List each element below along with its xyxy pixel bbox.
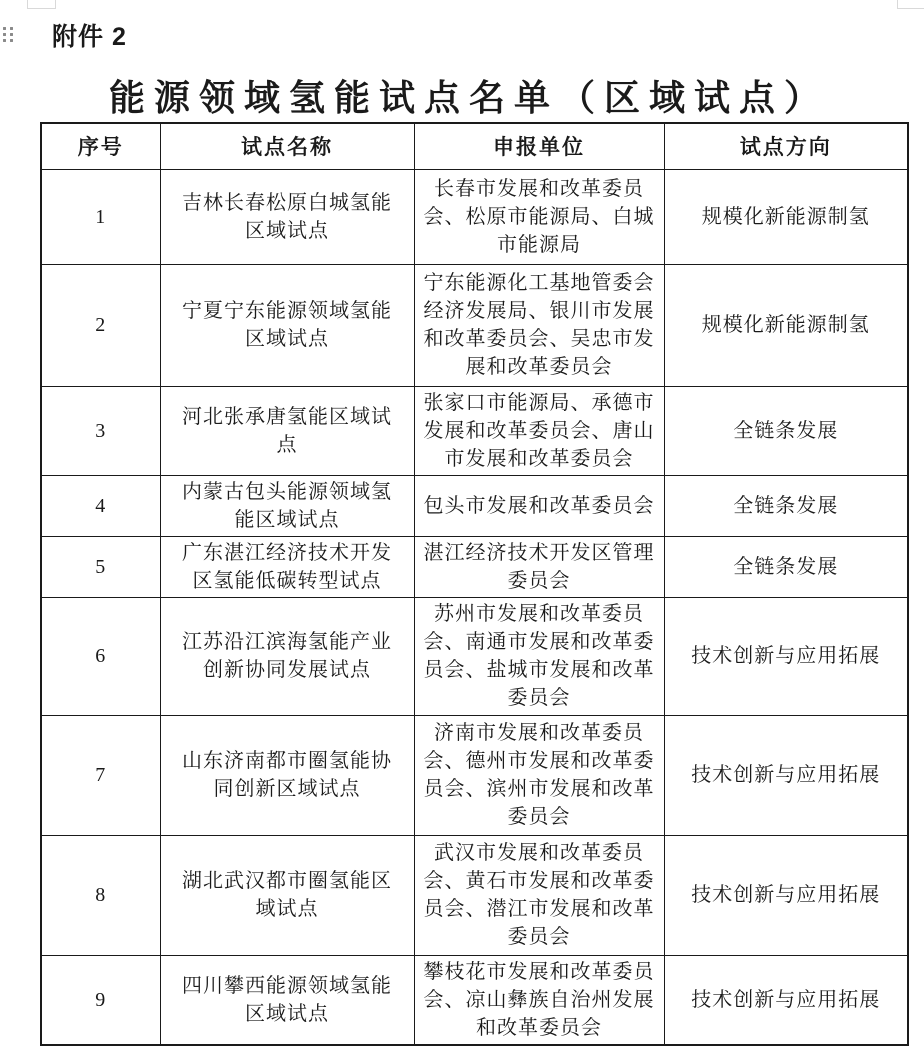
table-row [41,536,908,597]
pilot-list-table [40,122,909,1046]
cell-applicant-unit: 苏州市发展和改革委员会、南通市发展和改革委员会、盐城市发展和改革委员会 [414,597,664,715]
table-body [41,169,908,1045]
table-row [41,835,908,955]
table-row [41,386,908,475]
cell-serial-number: 7 [41,715,160,835]
cell-applicant-unit: 张家口市能源局、承德市发展和改革委员会、唐山市发展和改革委员会 [414,386,664,475]
cell-applicant-unit: 包头市发展和改革委员会 [414,475,664,536]
cell-applicant-unit: 湛江经济技术开发区管理委员会 [414,536,664,597]
table-header [41,123,908,169]
cell-applicant-unit: 攀枝花市发展和改革委员会、凉山彝族自治州发展和改革委员会 [414,955,664,1045]
cell-serial-number: 2 [41,264,160,386]
cell-pilot-direction: 技术创新与应用拓展 [664,955,908,1045]
cell-pilot-direction: 全链条发展 [664,386,908,475]
cell-pilot-name: 四川攀西能源领域氢能区域试点 [160,955,414,1045]
document-title: 能源领域氢能试点名单（区域试点） [108,77,829,119]
cell-pilot-name: 内蒙古包头能源领域氢能区域试点 [160,475,414,536]
cell-applicant-unit: 宁东能源化工基地管委会经济发展局、银川市发展和改革委员会、吴忠市发展和改革委员会 [414,264,664,386]
header-cell-applicant: 申报单位 [414,123,664,169]
cell-serial-number: 3 [41,386,160,475]
cell-pilot-name: 广东湛江经济技术开发区氢能低碳转型试点 [160,536,414,597]
clipped-ui-box-right [897,0,924,9]
table-row [41,955,908,1045]
clipped-ui-box-left [27,0,56,9]
cell-applicant-unit: 济南市发展和改革委员会、德州市发展和改革委员会、滨州市发展和改革委员会 [414,715,664,835]
table-row [41,715,908,835]
drag-handle-dot [3,27,6,30]
cell-pilot-name: 湖北武汉都市圈氢能区域试点 [160,835,414,955]
table-row [41,597,908,715]
cell-applicant-unit: 长春市发展和改革委员会、松原市能源局、白城市能源局 [414,169,664,264]
attachment-label: 附件 2 [52,23,127,51]
cell-pilot-direction: 全链条发展 [664,475,908,536]
cell-serial-number: 8 [41,835,160,955]
cell-pilot-direction: 规模化新能源制氢 [664,169,908,264]
drag-handle-dot [3,39,6,42]
cell-pilot-direction: 技术创新与应用拓展 [664,835,908,955]
cell-serial-number: 1 [41,169,160,264]
cell-serial-number: 5 [41,536,160,597]
table-row [41,169,908,264]
cell-pilot-name: 山东济南都市圈氢能协同创新区域试点 [160,715,414,835]
cell-pilot-direction: 技术创新与应用拓展 [664,715,908,835]
cell-pilot-direction: 技术创新与应用拓展 [664,597,908,715]
cell-applicant-unit: 武汉市发展和改革委员会、黄石市发展和改革委员会、潜江市发展和改革委员会 [414,835,664,955]
drag-handle-icon[interactable] [3,27,14,43]
cell-serial-number: 9 [41,955,160,1045]
table-row [41,264,908,386]
cell-pilot-name: 宁夏宁东能源领域氢能区域试点 [160,264,414,386]
cell-pilot-direction: 规模化新能源制氢 [664,264,908,386]
cell-pilot-name: 吉林长春松原白城氢能区域试点 [160,169,414,264]
header-cell-name: 试点名称 [160,123,414,169]
drag-handle-dot [3,33,6,36]
header-cell-no: 序号 [41,123,160,169]
cell-pilot-name: 河北张承唐氢能区域试点 [160,386,414,475]
header-cell-direction: 试点方向 [664,123,908,169]
drag-handle-dot [10,27,13,30]
drag-handle-dot [10,39,13,42]
table-row [41,475,908,536]
cell-pilot-direction: 全链条发展 [664,536,908,597]
cell-serial-number: 6 [41,597,160,715]
cell-pilot-name: 江苏沿江滨海氢能产业创新协同发展试点 [160,597,414,715]
header-row [41,123,908,169]
drag-handle-dot [10,33,13,36]
cell-serial-number: 4 [41,475,160,536]
